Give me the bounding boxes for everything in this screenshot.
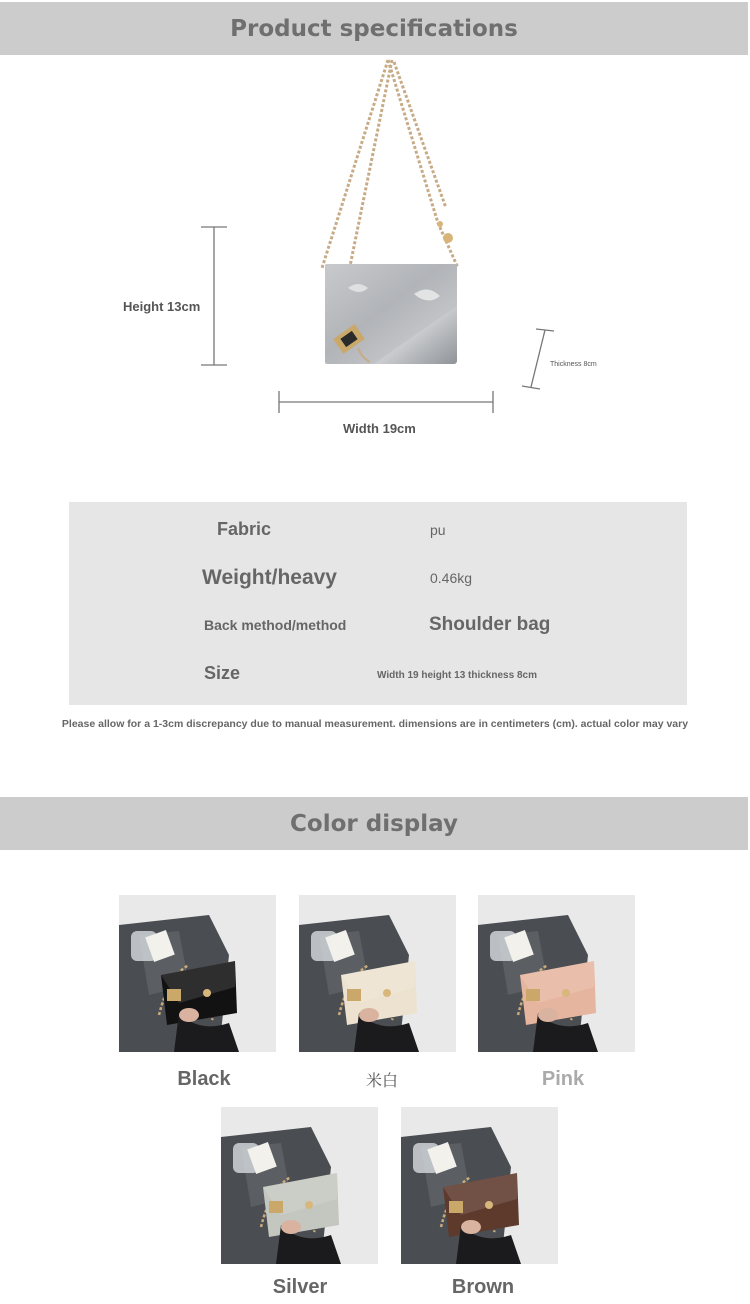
color-swatch-brown[interactable] [401, 1107, 558, 1264]
fabric-value: pu [430, 522, 446, 538]
color-swatch-pink[interactable] [478, 895, 635, 1052]
silver-bag-photo [221, 1107, 378, 1264]
color-swatch-silver[interactable] [221, 1107, 378, 1264]
product-bag-image [318, 58, 466, 370]
fabric-label: Fabric [217, 519, 272, 539]
color-swatch-black[interactable] [119, 895, 276, 1052]
color-label-pink: Pink [541, 1068, 585, 1090]
weight-value: 0.46kg [430, 570, 473, 586]
pink-bag-photo [478, 895, 635, 1052]
size-label: Size [204, 663, 241, 683]
width-dimension-line [277, 389, 497, 415]
specs-section-header [0, 2, 748, 55]
color-label-black: Black [177, 1068, 231, 1090]
color-label-beige: 米白 [365, 1071, 398, 1090]
specs-section-title: Product specifications [230, 15, 518, 42]
method-label: Back method/method [204, 617, 347, 633]
black-bag-photo [119, 895, 276, 1052]
thickness-dimension-line [518, 326, 558, 392]
beige-bag-photo [299, 895, 456, 1052]
height-dimension-line [199, 225, 229, 369]
specs-table [69, 502, 687, 705]
measurement-note: Please allow for a 1-3cm discrepancy due to manual measurement. dimensions are in centimeters (cm). actual color may vary [61, 718, 689, 730]
color-label-silver: Silver [272, 1276, 328, 1298]
color-label-brown: Brown [451, 1276, 515, 1298]
color-swatch-beige[interactable] [299, 895, 456, 1052]
width-label: Width 19cm [343, 421, 416, 436]
colors-section-title: Color display [290, 810, 458, 837]
height-label: Height 13cm [123, 299, 201, 314]
weight-label: Weight/heavy [202, 566, 337, 589]
size-value: Width 19 height 13 thickness 8cm [377, 670, 537, 681]
method-value: Shoulder bag [429, 614, 551, 635]
thickness-label: Thickness 8cm [550, 361, 597, 368]
colors-section-header [0, 797, 748, 850]
brown-bag-photo [401, 1107, 558, 1264]
